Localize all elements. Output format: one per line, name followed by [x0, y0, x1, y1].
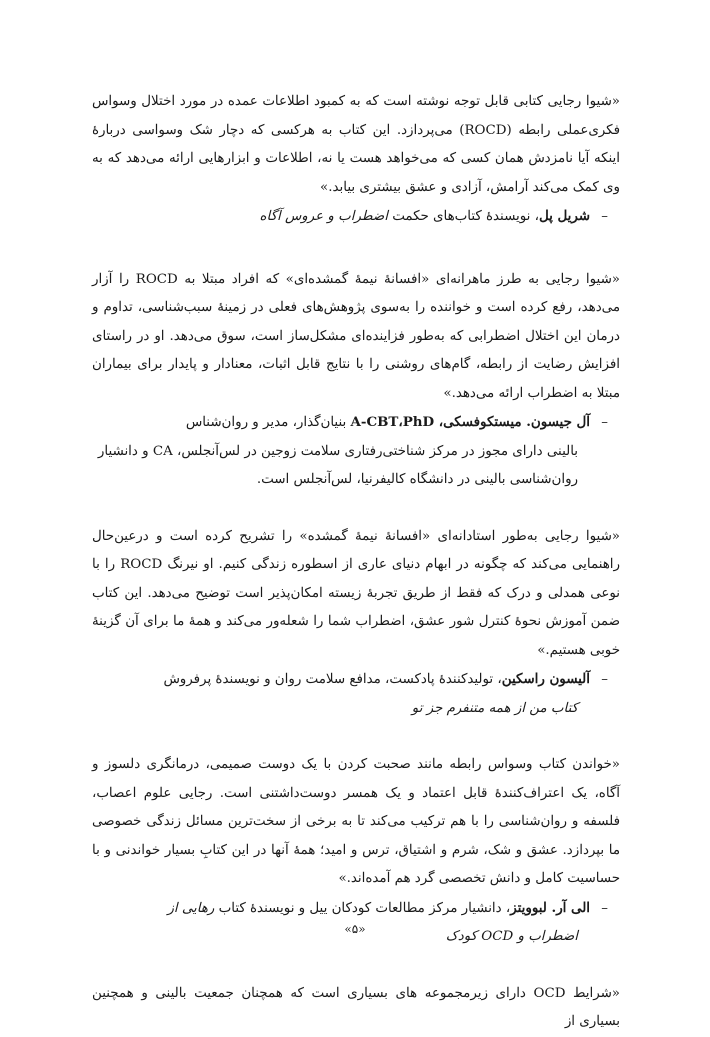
- paragraph-gap: [92, 232, 620, 266]
- paragraph-gap: [92, 495, 620, 523]
- endorsement-paragraph-1: «شیوا رجایی کتابی قابل توجه نوشته است که به کمبود اطلاعات عمده در مورد اختلال وسواس فکری‌عملی رابطه (ROCD) می‌پردازد. این کتاب به هرکسی که دچار شک وسواسی دربارهٔ اینکه آیا نامزدش همان کسی که می‌خواهد هست یا نه، اطلاعات و ابزارهایی ارائه می‌دهد که به وی کمک می‌کند آرامش، آزادی و عشق بیشتری بیابد.»: [92, 94, 620, 195]
- attribution-continuation: بالینی دارای مجوز در مرکز شناختی‌رفتاری سلامت زوجین در لس‌آنجلس، CA و دانشیار روان‌شناسی بالینی در دانشگاه کالیفرنیا، لس‌آنجلس است.: [97, 443, 578, 487]
- attribution-book-title: کتاب من از همه متنفرم جز تو: [411, 700, 578, 716]
- attribution-book-title: اضطراب و عروس آگاه: [259, 209, 388, 224]
- attribution-name: آلیسون راسکین: [501, 671, 590, 687]
- paragraph-gap: [92, 723, 620, 751]
- endorsement-paragraph-4: «خواندن کتاب وسواس رابطه مانند صحبت کردن با یک دوست صمیمی، درمانگری دلسوز و آگاه، یک اعتراف‌کنندهٔ قابل اعتماد و یک همسر دوست‌داشتنی است. رجایی علوم اعصاب، فلسفه و روان‌شناسی را با هم ترکیب می‌کند تا به برخی از سخت‌ترین مسائل زندگی خصوصی ما بپردازد. عشق و شک، شرم و اشتیاق، ترس و امید؛ همهٔ آنها در این کتابِ بسیار خواندنی و با حساسیت کامل و دانش تخصصی گرد هم آمده‌اند.»: [92, 757, 620, 886]
- endorsement-paragraph-2: «شیوا رجایی به طرز ماهرانه‌ای «افسانهٔ نیمهٔ گمشده‌ای» که افراد مبتلا به ROCD را آزار می‌دهد، رفع کرده است و خواننده را به‌سوی پژوهش‌های فعلی در زمینهٔ سبب‌شناسی، تداوم و درمان این اختلال اضطرابی که به‌طور فزاینده‌ای مشکل‌ساز است، سوق می‌دهد. او در راستای افزایش رضایت از رابطه، گام‌های روشنی را با نتایج قابل اثبات، معنادار و پایدار برای بیماران مبتلا به اضطراب ارائه می‌دهد.»: [92, 271, 620, 401]
- endorsement-paragraph-3: «شیوا رجایی به‌طور استادانه‌ای «افسانهٔ نیمهٔ گمشده» را تشریح کرده است و درعین‌حال راهنمایی می‌کند که چگونه در ابهام دنیای عاری از اسطوره زندگی کنیم. او نیرنگ ROCD را با نوعی همدلی و درک که فقط از طریق تجربهٔ زیسته امکان‌پذیر است توضیح می‌دهد. این کتاب ضمن آموزش نحوهٔ کنترل شور عشق، اضطراب شما را شعله‌ور می‌کند و همهٔ ما برای آن گزینهٔ خوبی هستیم.»: [92, 528, 620, 658]
- paragraph-gap: [92, 952, 620, 980]
- endorsement-paragraph-5: «شرایط OCD دارای زیرمجموعه های بسیاری است که همچنان جمعیت بالینی و همچنین بسیاری از: [92, 985, 621, 1029]
- endorsement-attribution-2: –آل جیسون. میستکوفسکی، A-CBT،PhD بنیان‌گذار، مدیر و روان‌شناس بالینی دارای مجوز در مرکز شناختی‌رفتاری سلامت زوجین در لس‌آنجلس، CA و دانشیار روان‌شناسی بالینی در دانشگاه کالیفرنیا، لس‌آنجلس است.: [92, 408, 620, 495]
- attribution-description: ، نویسندهٔ کتاب‌های حکمت: [387, 209, 539, 224]
- page-body: [92, 88, 620, 1037]
- endorsement-attribution-4: –الی آر. لبوویتز، دانشیار مرکز مطالعات کودکان ییل و نویسندهٔ کتاب رهایی از اضطراب و OCD کودک: [92, 894, 620, 952]
- attribution-name: آل جیسون. میستکوفسکی، A-CBT،PhD: [350, 414, 590, 430]
- attribution-book-title-continued: اضطراب و OCD کودک: [445, 929, 578, 944]
- endorsement-attribution-1: –شریل پل، نویسندهٔ کتاب‌های حکمت اضطراب و عروس آگاه: [259, 208, 608, 224]
- attribution-description: ، تولیدکنندهٔ پادکست، مدافع سلامت روان و نویسندهٔ پرفروش: [163, 672, 502, 687]
- attribution-description: بنیان‌گذار، مدیر و روان‌شناس: [185, 415, 351, 430]
- endorsement-attribution-3: –آلیسون راسکین، تولیدکنندهٔ پادکست، مدافع سلامت روان و نویسندهٔ پرفروش کتاب من از همه متنفرم جز تو: [92, 665, 620, 723]
- attribution-book-title: رهایی از: [167, 900, 215, 916]
- page-number: «۵»: [344, 922, 366, 936]
- attribution-name: شریل پل: [538, 208, 590, 224]
- attribution-description: ، دانشیار مرکز مطالعات کودکان ییل و نویسندهٔ کتاب: [214, 900, 511, 916]
- attribution-name: الی آر. لبوویتز: [510, 899, 590, 916]
